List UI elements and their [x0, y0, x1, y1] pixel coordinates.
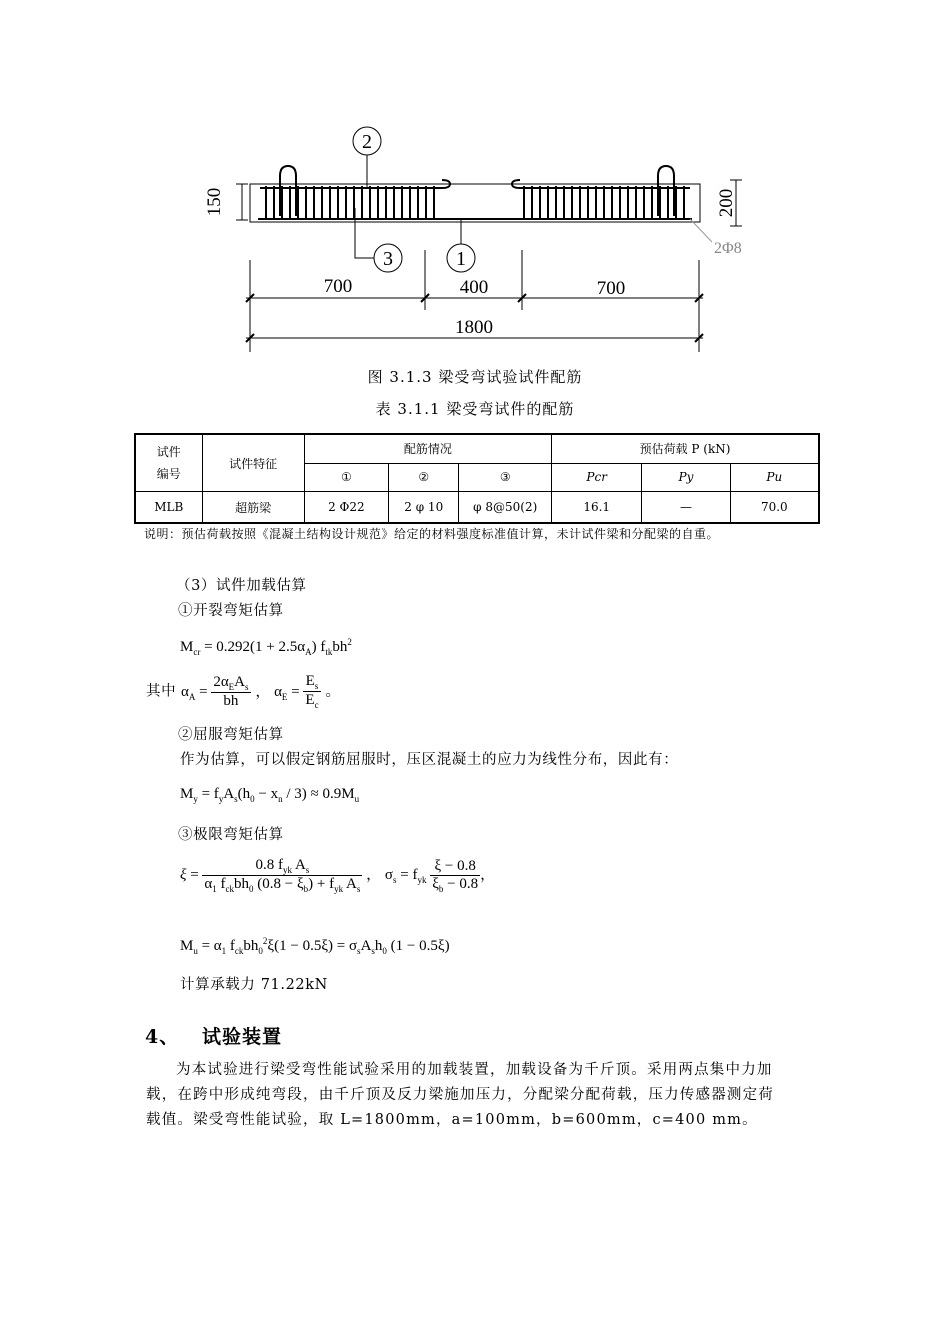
cell-py: —: [642, 492, 730, 524]
callout-2: 2: [362, 131, 372, 153]
formula-mcr: $M_{cr} = 0.292(1 + 2.5\alpha_A)$ $f_{tk}bh^2$: [180, 637, 352, 657]
formula-mu: $M_u = \alpha_1$ $f_{ck}bh_0^2\xi(1 - 0.5\xi) = \sigma_sA_sh_0$ (1 − 0.5ξ): [180, 936, 450, 956]
height-left-label: 150: [204, 187, 225, 217]
para-line-3: 载值。梁受弯性能试验，取 L=1800mm，a=100mm，b=600mm，c=400 mm。: [146, 1112, 758, 1128]
cell-id: MLB: [135, 492, 202, 524]
section3-item2: ②屈服弯矩估算: [178, 727, 284, 743]
formula-xi: ξ = $\frac{0.8 f_{yk} A_s}{\alpha_1 f_{ck}bh_0 (0.8 - \xi_b) + f_{yk} A_s}$ ， $\sigma_s = f_{yk}$ $\frac{\xi - 0.8}{\xi_b - 0.8}$ ，: [180, 857, 496, 894]
dim-mid: 400: [459, 277, 489, 298]
where-label: 其中: [146, 683, 177, 700]
para-line-2: 载，在跨中形成纯弯段，由千斤顶及反力梁施加压力，分配梁分配荷载，压力传感器测定荷: [146, 1087, 774, 1103]
th-pcr: Pcr: [552, 463, 642, 492]
rebar-table-wrap: [134, 433, 820, 524]
cell-r1: 2 Φ22: [304, 492, 388, 524]
th-pu: Pu: [730, 463, 819, 492]
th-sub-1: ①: [304, 463, 388, 492]
callout-3: 3: [383, 248, 393, 270]
table-caption: 表 3.1.1 梁受弯试件的配筋: [375, 400, 575, 418]
formula-alpha: 其中 $\alpha_A$ = $\frac{2\alpha_EA_s}{bh}$ ， $\alpha_E$ = $\frac{E_s}{E_c}$ 。: [146, 673, 341, 710]
table-row: [135, 492, 819, 524]
rebar-diagram: [180, 120, 780, 365]
section3-result: 计算承载力 71.22kN: [180, 977, 328, 993]
dim-left: 700: [323, 276, 353, 297]
section3-title: （3）试件加载估算: [176, 578, 307, 594]
section3-item1: ①开裂弯矩估算: [178, 603, 284, 619]
para-line-1: 为本试验进行梁受弯性能试验采用的加载装置，加载设备为千斤顶。采用两点集中力加: [176, 1062, 773, 1078]
cell-pu: 70.0: [730, 492, 819, 524]
th-load-group: 预估荷载 P (kN): [552, 434, 819, 463]
section4-title: 试验装置: [202, 1026, 283, 1048]
callout-1: 1: [456, 248, 466, 270]
figure-caption: 图 3.1.3 梁受弯试验试件配筋: [367, 368, 583, 386]
section3-item2-text: 作为估算，可以假定钢筋屈服时，压区混凝土的应力为线性分布，因此有：: [180, 752, 679, 768]
height-right-label: 200: [716, 188, 737, 218]
rebar-table: [134, 433, 820, 524]
th-rebar-group: 配筋情况: [304, 434, 551, 463]
th-sub-3: ③: [459, 463, 552, 492]
cell-pcr: 16.1: [552, 492, 642, 524]
cell-r3: φ 8@50(2): [459, 492, 552, 524]
cell-feature: 超筋梁: [202, 492, 304, 524]
th-sub-2: ②: [389, 463, 459, 492]
formula-my: $M_y = f_yA_s(h_0 - x_n / 3) \approx 0.9M_u$: [180, 786, 360, 804]
bar-label: 2Φ8: [714, 240, 742, 257]
section4-paragraph: [146, 1058, 816, 1133]
th-feature: 试件特征: [202, 434, 304, 492]
cell-r2: 2 φ 10: [389, 492, 459, 524]
section3-item3: ③极限弯矩估算: [178, 827, 284, 843]
table-note: 说明：预估荷载按照《混凝土结构设计规范》给定的材料强度标准值计算，未计试件梁和分配梁的自重。: [144, 527, 720, 541]
section4-number: 4、: [145, 1026, 180, 1048]
th-id: 试件 编号: [135, 434, 202, 492]
dim-total: 1800: [455, 317, 493, 338]
rebar-figure: [180, 120, 780, 365]
th-py: Py: [642, 463, 730, 492]
dim-right: 700: [596, 278, 626, 299]
